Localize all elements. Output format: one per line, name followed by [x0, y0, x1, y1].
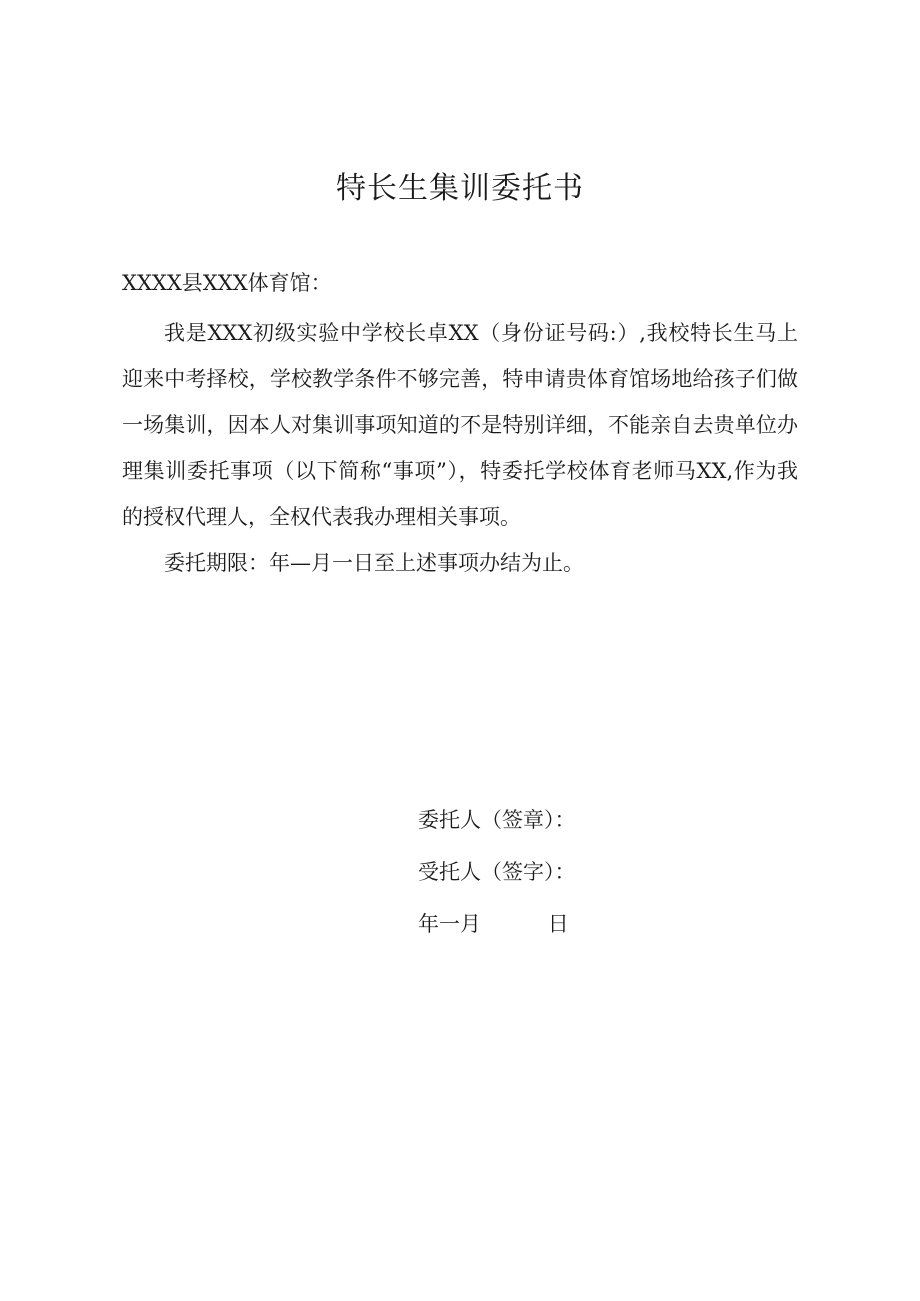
agent-signature-line: 受托人（签字）： [418, 860, 576, 884]
date-line: 年一月 日 [418, 912, 569, 936]
addressee-line: XXXX县XXX体育馆： [122, 271, 332, 295]
term-paragraph: 委托期限：年—月一日至上述事项办结为止。 [164, 551, 584, 575]
signature-block [418, 800, 718, 956]
body-paragraph: 我是XXX初级实验中学校长卓XX（身份证号码:）,我校特长生马上迎来中考择校，学校教学条件不够完善，特申请贵体育馆场地给孩子们做一场集训，因本人对集训事项知道的不是特别详细，不能亲自去贵单位办理集训委托事项（以下简称“事项”），特委托学校体育老师马XX,作为我的授权代理人，全权代表我办理相关事项。 [122, 321, 798, 529]
document-body [122, 310, 798, 586]
principal-signature-line: 委托人（签章）： [418, 808, 576, 832]
document-title: 特长生集训委托书 [336, 171, 584, 206]
